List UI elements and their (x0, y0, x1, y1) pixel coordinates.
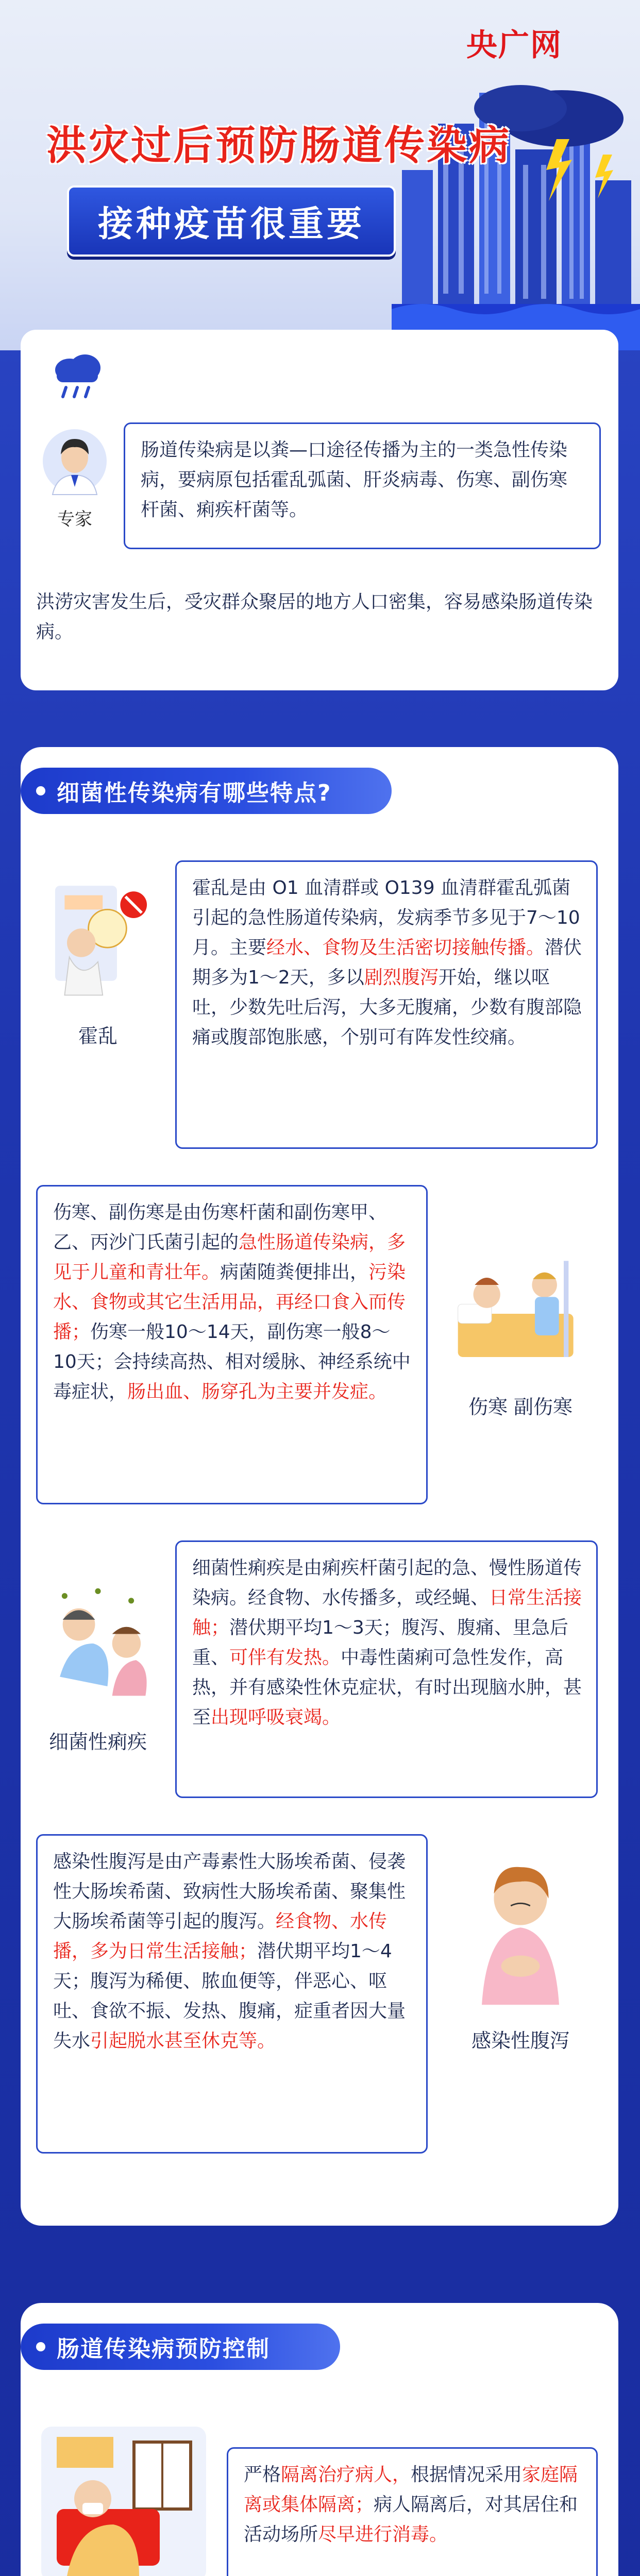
highlight-text: 剧烈腹泻 (364, 967, 439, 988)
bullet-dot (36, 2342, 45, 2351)
expert-avatar (41, 428, 108, 500)
header-banner (0, 0, 640, 350)
section-title: 细菌性传染病有哪些特点? (57, 780, 332, 806)
body-text: 病人隔离后，对其居住和活动场所 (244, 2494, 578, 2545)
body-text: 潜伏期多为1～2天，多以 (192, 937, 582, 988)
subtitle-banner (67, 185, 396, 257)
isolation-text (244, 2460, 584, 2550)
body-text: 伤寒一般10～14天，副伤寒一般8～10天；会持续高热、相对缓脉、神经系统中毒症状， (53, 1321, 411, 1402)
body-text: 伤寒、副伤寒是由伤寒杆菌和副伤寒甲、乙、丙沙门氏菌引起的 (53, 1202, 388, 1253)
highlight-text: 日常生活接触； (192, 1587, 582, 1638)
cityscape-illustration (392, 62, 640, 350)
expert-label: 专家 (57, 509, 92, 530)
diarrhea-card (36, 1834, 428, 2154)
typhoid-illustration (443, 1242, 598, 1386)
intro-text-box (124, 422, 601, 549)
typhoid-text (53, 1198, 414, 1407)
body-text: 感染性腹泻是由产毒素性大肠埃希菌、侵袭性大肠埃希菌、致病性大肠埃希菌、聚集性大肠埃希菌等引起的腹泻。 (53, 1851, 406, 1932)
brand-logo: 央广网 (466, 28, 562, 62)
highlight-text: 经水、食物及生活密切接触传播。 (266, 937, 545, 958)
section-prevention-panel (21, 2303, 618, 2576)
highlight-text: 引起脱水甚至休克等。 (90, 2030, 276, 2052)
body-text: 开始，继以呕吐，少数先吐后泻，大多无腹痛，少数有腹部隐痛或腹部饱胀感，个别可有阵发性绞痛。 (192, 967, 582, 1048)
cholera-text (192, 873, 584, 1053)
dysentery-text (192, 1553, 584, 1733)
body-text: 潜伏期平均1～3天；腹泻、腹痛、里急后重、 (192, 1617, 568, 1668)
diarrhea-text (53, 1847, 414, 2056)
intro-paragraph: 洪涝灾害发生后，受灾群众聚居的地方人口密集，容易感染肠道传染病。 (36, 591, 593, 642)
section-header-bacterial (21, 768, 392, 814)
highlight-text: 经食物、水传播，多为日常生活接触； (53, 1911, 388, 1962)
diarrhea-label: 感染性腹泻 (471, 2029, 569, 2052)
page-subtitle: 接种疫苗很重要 (97, 204, 365, 245)
body-text: 病菌随粪便排出， (220, 1262, 369, 1283)
highlight-text: 肠出血、肠穿孔为主要并发症。 (127, 1381, 388, 1402)
highlight-text: 污染水、食物或其它生活用品，再经口食入而传播； (53, 1262, 406, 1343)
highlight-text: 可伴有发热。 (229, 1647, 341, 1668)
intro-panel (21, 330, 618, 690)
section-title: 肠道传染病预防控制 (57, 2336, 270, 2362)
diarrhea-illustration (443, 1860, 598, 2014)
intro-description: 肠道传染病是以粪—口途径传播为主的一类急性传染病，要病原包括霍乱弧菌、肝炎病毒、伤寒、副伤寒杆菌、痢疾杆菌等。 (141, 439, 568, 520)
typhoid-card (36, 1185, 428, 1504)
highlight-text: 出现呼吸衰竭。 (211, 1707, 341, 1728)
section-bacterial-panel (21, 747, 618, 2226)
highlight-text: 尽早进行消毒。 (318, 2524, 448, 2545)
highlight-text: 家庭隔离或集体隔离； (244, 2464, 578, 2515)
body-text: 根据情况采用 (411, 2464, 523, 2485)
bullet-dot (36, 786, 45, 795)
isolation-illustration (36, 2421, 211, 2576)
rain-cloud-icon (46, 350, 108, 402)
body-text: 细菌性痢疾是由痢疾杆菌引起的急、慢性肠道传染病。经食物、水传播多，或经蝇、 (192, 1557, 582, 1608)
cholera-illustration (36, 871, 160, 1015)
body-text: 霍乱是由 O1 血清群或 O139 血清群霍乱弧菌引起的急性肠道传染病，发病季节多见于7～10月。主要 (192, 877, 580, 958)
dysentery-label: 细菌性痢疾 (48, 1731, 147, 1753)
body-text: 中毒性菌痢可急性发作，高热，并有感染性休克症状，有时出现脑水肿，甚至 (192, 1647, 582, 1728)
isolation-card (227, 2447, 598, 2576)
typhoid-label: 伤寒 副伤寒 (468, 1396, 573, 1418)
dysentery-card (175, 1540, 598, 1798)
cholera-card (175, 860, 598, 1149)
page-title: 洪灾过后预防肠道传染病 (46, 123, 512, 169)
highlight-text: 急性肠道传染病，多见于儿童和青壮年。 (53, 1232, 406, 1283)
body-text: 潜伏期平均1～4天；腹泻为稀便、脓血便等，伴恶心、呕吐、食欲不振、发热、腹痛，症重者因大量失水 (53, 1941, 406, 2052)
cholera-label: 霍乱 (78, 1025, 117, 1047)
body-text: 严格 (244, 2464, 281, 2485)
highlight-text: 隔离治疗病人， (281, 2464, 411, 2485)
section-header-prevention (21, 2324, 340, 2370)
dysentery-illustration (36, 1582, 160, 1705)
